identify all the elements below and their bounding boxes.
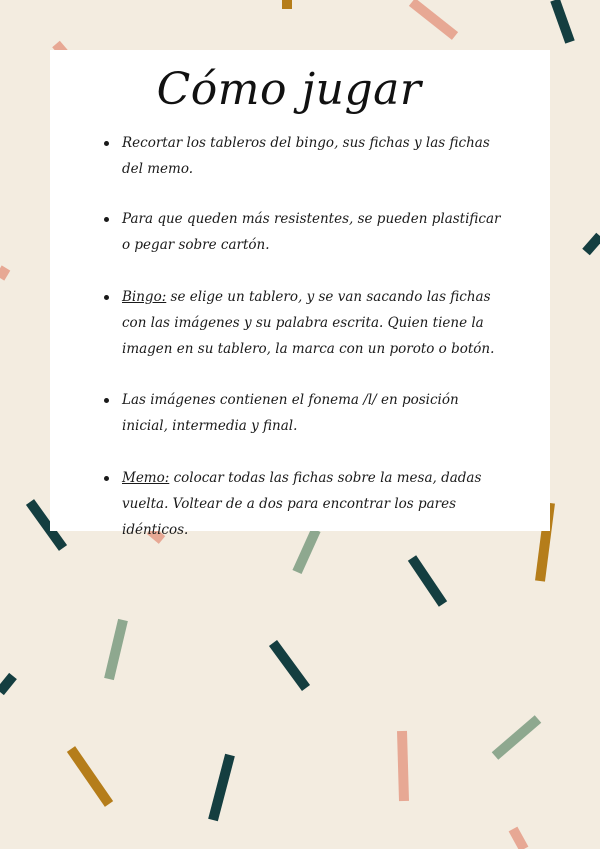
- list-item: [104, 465, 504, 543]
- confetti-stick: [412, 2, 455, 36]
- confetti-stick: [402, 731, 404, 801]
- confetti-stick: [109, 620, 123, 679]
- rule-text: colocar todas las fichas sobre la mesa, dadas vuelta. Voltear de a dos para encontrar los pares idénticos.: [122, 470, 482, 538]
- confetti-stick: [213, 755, 230, 820]
- confetti-stick: [412, 558, 443, 604]
- list-item: [104, 284, 504, 362]
- confetti-stick: [555, 0, 570, 42]
- rule-lead-memo: Memo:: [122, 470, 170, 486]
- confetti-stick: [71, 749, 109, 804]
- rule-text: Recortar los tableros del bingo, sus fichas y las fichas del memo.: [122, 135, 490, 177]
- rule-lead-bingo: Bingo:: [122, 289, 167, 305]
- rule-text: Para que queden más resistentes, se pueden plastificar o pegar sobre cartón.: [122, 211, 501, 253]
- confetti-stick: [0, 676, 13, 692]
- list-item: [104, 387, 504, 439]
- list-item: [104, 206, 504, 258]
- rules-list: [104, 130, 504, 543]
- list-item: [104, 130, 504, 182]
- rule-text: Las imágenes contienen el fonema /l/ en posición inicial, intermedia y final.: [122, 392, 459, 434]
- confetti-stick: [273, 643, 306, 688]
- confetti-stick: [495, 719, 538, 756]
- rule-text: se elige un tablero, y se van sacando las fichas con las imágenes y su palabra escrita. Quien tiene la imagen en su tablero, la marca con un poroto o botón.: [122, 289, 495, 357]
- confetti-stick: [586, 236, 600, 252]
- page-title: Cómo jugar: [156, 64, 422, 115]
- confetti-stick: [513, 829, 524, 849]
- confetti-stick: [0, 268, 6, 278]
